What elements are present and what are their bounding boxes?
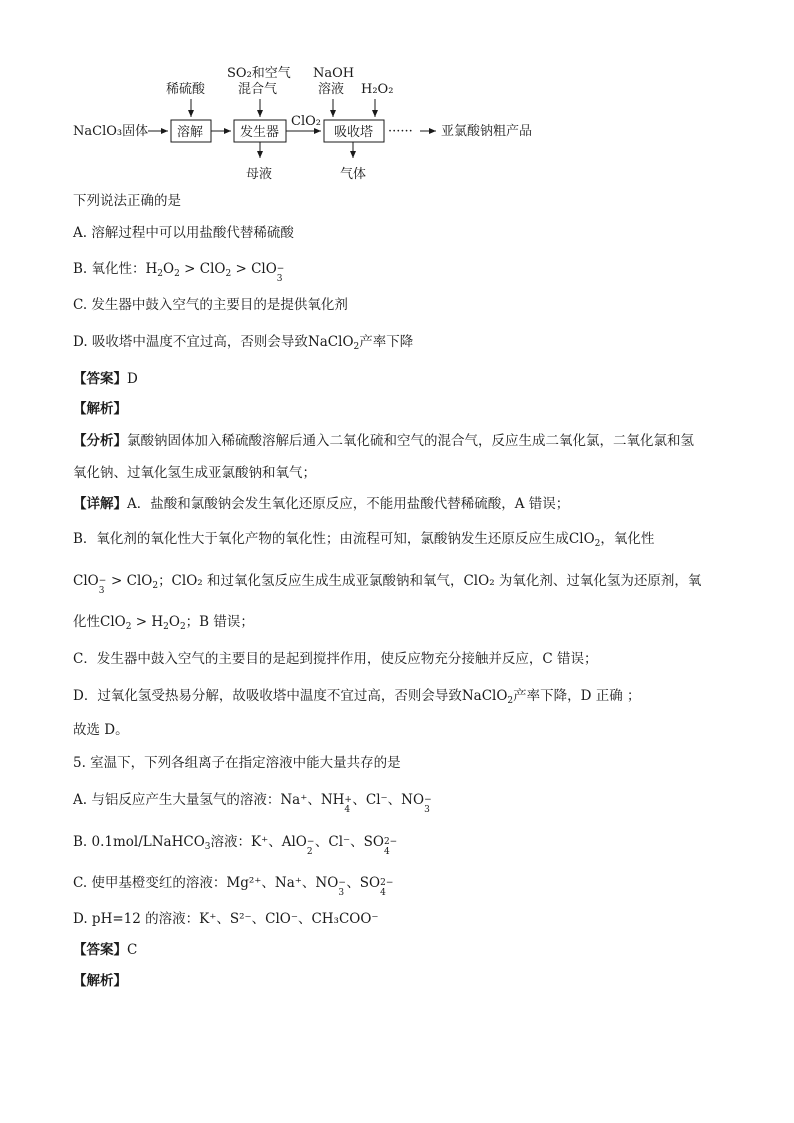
output-gas-label: 气体 bbox=[340, 167, 367, 182]
q5-option-c-mid: 、SO bbox=[346, 875, 381, 891]
q4-xiangjie-a-text: A．盐酸和氯酸钠会发生氧化还原反应，不能用盐酸代替稀硫酸，A 错误； bbox=[127, 496, 570, 512]
q4-answer-value: D bbox=[127, 371, 138, 387]
input-generator-label-2: 混合气 bbox=[238, 82, 278, 97]
q4-option-c: C. 发生器中鼓入空气的主要目的是提供氧化剂 bbox=[73, 297, 348, 313]
q5-option-a: A. 与铝反应产生大量氢气的溶液：Na⁺、NH + 4 、Cl⁻、NO − 3 bbox=[73, 792, 432, 815]
q4-analysis-tag: 【解析】 bbox=[73, 401, 127, 417]
q4-xiangjie-b-2-text: ；ClO₂ 和过氧化氢反应生成生成亚氯酸钠和氧气，ClO₂ 为氧化剂、过氧化氢为还原剂，氧 bbox=[158, 573, 702, 589]
q4-xiangjie-d: D．过氧化氢受热易分解，故吸收塔中温度不宜过高，否则会导致NaClO$_2$产率下降，D 正确 ； bbox=[73, 688, 641, 706]
q5-option-b-prefix: B. 0.1mol/LNaHCO bbox=[73, 834, 205, 850]
q5-option-c: C. 使甲基橙变红的溶液：Mg²⁺、Na⁺、NO − 3 、SO 2− 4 bbox=[73, 875, 394, 898]
q4-option-a: A. 溶解过程中可以用盐酸代替稀硫酸 bbox=[73, 225, 294, 241]
flow-start-label: NaClO₃固体 bbox=[73, 124, 149, 139]
q4-xiangjie-b-1: B．氧化剂的氧化性大于氧化产物的氧化性；由流程可知，氯酸钠发生还原反应生成ClO$_2$，氧化性 bbox=[73, 531, 655, 549]
q4-fenxi-text-1: 氯酸钠固体加入稀硫酸溶解后通入二氧化硫和空气的混合气，反应生成二氧化氯，二氧化氯和氢 bbox=[127, 433, 694, 449]
q4-option-d: D. 吸收塔中温度不宜过高，否则会导致NaClO$_2$产率下降 bbox=[73, 334, 414, 352]
q4-xiangjie-tag: 【详解】 bbox=[73, 496, 127, 512]
q4-xiangjie-b-1-post: ，氧化性 bbox=[600, 531, 655, 547]
arrow-clo2-label: ClO₂ bbox=[291, 114, 321, 129]
output-mother-liquor-label: 母液 bbox=[246, 167, 273, 182]
flow-end-label: 亚氯酸钠粗产品 bbox=[441, 124, 533, 139]
q4-answer bbox=[73, 369, 138, 389]
input-dissolve-label: 稀硫酸 bbox=[166, 82, 206, 97]
q5-analysis-tag: 【解析】 bbox=[73, 973, 127, 989]
q4-option-b-prefix: B. 氧化性： bbox=[73, 261, 146, 277]
q4-xiangjie-a bbox=[73, 494, 569, 514]
input-naoh-label-2: 溶液 bbox=[318, 82, 345, 97]
q4-xiangjie-d-post: 产率下降，D 正确 ； bbox=[513, 688, 641, 704]
input-generator-label-1: SO₂和空气 bbox=[227, 66, 291, 81]
input-naoh-label-1: NaOH bbox=[313, 66, 355, 81]
box-dissolve-label: 溶解 bbox=[177, 125, 204, 140]
q4-xiangjie-b-3-post: ；B 错误； bbox=[185, 614, 254, 630]
q4-fenxi-line-2: 氧化钠、过氧化氢生成亚氯酸钠和氧气； bbox=[73, 465, 316, 481]
q5-option-a-suffix: 、Cl⁻、NO bbox=[352, 792, 425, 808]
q5-option-b-mid2: 、Cl⁻、SO bbox=[314, 834, 384, 850]
q5-option-c-prefix: C. 使甲基橙变红的溶液：Mg²⁺、Na⁺、NO bbox=[73, 875, 339, 891]
q4-xiangjie-b-3-pre: 化性 bbox=[73, 614, 100, 630]
q5-option-a-prefix: A. 与铝反应产生大量氢气的溶液：Na⁺、NH bbox=[73, 792, 345, 808]
q4-answer-tag: 【答案】 bbox=[73, 371, 127, 387]
q4-xiangjie-c: C．发生器中鼓入空气的主要目的是起到搅拌作用，使反应物充分接触并反应，C 错误； bbox=[73, 651, 598, 667]
q4-fenxi-tag: 【分析】 bbox=[73, 433, 127, 449]
q5-option-b-mid: 溶液：K⁺、AlO bbox=[210, 834, 307, 850]
q4-xiangjie-b-1-pre: B．氧化剂的氧化性大于氧化产物的氧化性；由流程可知，氯酸钠发生还原反应生成 bbox=[73, 531, 569, 547]
box-generator-label: 发生器 bbox=[240, 125, 280, 140]
flow-dots: ······ bbox=[388, 124, 413, 139]
q5-answer bbox=[73, 940, 137, 960]
q5-answer-tag: 【答案】 bbox=[73, 942, 127, 958]
input-h2o2-label: H₂O₂ bbox=[361, 82, 394, 97]
q5-stem: 5. 室温下，下列各组离子在指定溶液中能大量共存的是 bbox=[73, 755, 401, 771]
q4-stem: 下列说法正确的是 bbox=[73, 193, 181, 209]
box-absorber-label: 吸收塔 bbox=[334, 125, 374, 140]
q4-xiangjie-b-2: ClO − 3 > ClO$_2$；ClO₂ 和过氧化氢反应生成生成亚氯酸钠和氧气，ClO₂ 为氧化剂、过氧化氢为还原剂，氧 bbox=[73, 573, 702, 596]
q4-xiangjie-b-3: 化性$ClO_2 > H_2O_2$；B 错误； bbox=[73, 614, 254, 632]
q4-option-d-prefix: D. 吸收塔中温度不宜过高，否则会导致 bbox=[73, 334, 308, 350]
q4-option-b: B. 氧化性：$H_2O_2 > ClO_2$ > ClO − 3 bbox=[73, 261, 285, 284]
q5-answer-value: C bbox=[127, 942, 138, 958]
q4-xiangjie-d-pre: D．过氧化氢受热易分解，故吸收塔中温度不宜过高，否则会导致 bbox=[73, 688, 462, 704]
q4-conclusion: 故选 D。 bbox=[73, 722, 129, 738]
q5-option-b: B. 0.1mol/LNaHCO$_3$溶液：K⁺、AlO − 2 、Cl⁻、SO 2− 4 bbox=[73, 834, 398, 857]
process-flowchart bbox=[0, 0, 794, 190]
q5-option-d: D. pH=12 的溶液：K⁺、S²⁻、ClO⁻、CH₃COO⁻ bbox=[73, 911, 379, 927]
q4-fenxi-line-1 bbox=[73, 431, 694, 451]
q4-option-d-suffix: 产率下降 bbox=[359, 334, 414, 350]
